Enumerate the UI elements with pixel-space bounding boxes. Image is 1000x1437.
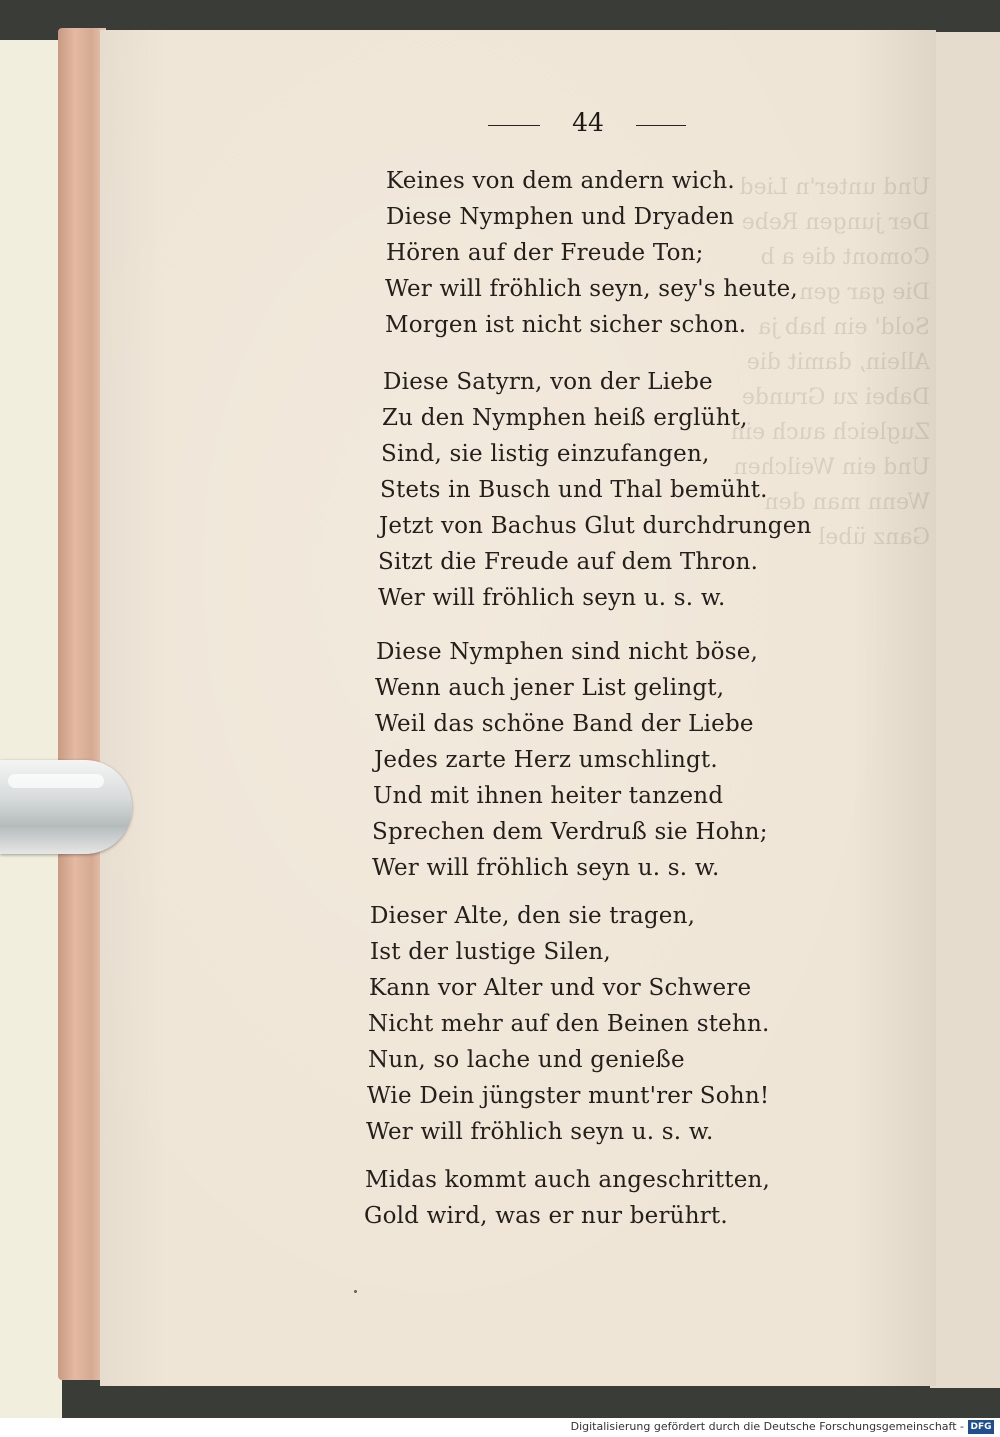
poem-line: Weil das schöne Band der Liebe <box>375 711 754 737</box>
poem-line: Nun, so lache und genieße <box>368 1047 685 1073</box>
ink-speck <box>354 1290 357 1293</box>
footer-bar <box>0 1418 1000 1437</box>
poem-line: Wenn auch jener List gelingt, <box>375 675 725 701</box>
poem-line: Sprechen dem Verdruß sie Hohn; <box>372 819 768 845</box>
poem-line: Zu den Nymphen heiß erglüht, <box>382 405 748 431</box>
poem-line: Wer will fröhlich seyn u. s. w. <box>372 855 720 881</box>
poem-line: Ist der lustige Silen, <box>370 939 611 965</box>
poem-line: Diese Nymphen und Dryaden <box>386 204 735 230</box>
poem-line: Und mit ihnen heiter tanzend <box>373 783 724 809</box>
poem-line: Dieser Alte, den sie tragen, <box>370 903 696 929</box>
poem-line: Sitzt die Freude auf dem Thron. <box>378 549 759 575</box>
page-clip <box>0 760 132 854</box>
poem-line: Wer will fröhlich seyn, sey's heute, <box>385 276 798 302</box>
poem-line: Morgen ist nicht sicher schon. <box>385 312 747 338</box>
poem-line: Wer will fröhlich seyn u. s. w. <box>366 1119 714 1145</box>
poem-line: Diese Satyrn, von der Liebe <box>383 369 713 395</box>
dfg-logo: DFG <box>968 1420 994 1434</box>
poem-line: Gold wird, was er nur berührt. <box>364 1203 728 1229</box>
page-number: 44 <box>572 108 604 137</box>
poem-line: Jetzt von Bachus Glut durchdrungen <box>379 513 812 539</box>
poem-line: Midas kommt auch angeschritten, <box>365 1167 771 1193</box>
poem-line: Kann vor Alter und vor Schwere <box>369 975 752 1001</box>
poem-line: Keines von dem andern wich. <box>386 168 735 194</box>
poem-line: Diese Nymphen sind nicht böse, <box>376 639 759 665</box>
poem-line: Jedes zarte Herz umschlingt. <box>374 747 718 773</box>
poem-line: Wer will fröhlich seyn u. s. w. <box>378 585 726 611</box>
poem-line: Sind, sie listig einzufangen, <box>381 441 710 467</box>
poem-line: Wie Dein jüngster munt'rer Sohn! <box>367 1083 770 1109</box>
funding-notice: Digitalisierung gefördert durch die Deutsche Forschungsgemeinschaft - <box>570 1420 964 1433</box>
clip-highlight <box>8 774 104 788</box>
poem-line: Stets in Busch und Thal bemüht. <box>380 477 768 503</box>
poem-line: Hören auf der Freude Ton; <box>386 240 704 266</box>
poem-line: Nicht mehr auf den Beinen stehn. <box>368 1011 770 1037</box>
show-through-text: Und unter'n Lied Der jungen Rebe Comont die a b Die gar gen Sold' ein hab ja Allein, damit die Dabei zu Grunde Zugleich auch ein Und ein Weilchen Wenn man den Ganz übel <box>730 175 930 550</box>
